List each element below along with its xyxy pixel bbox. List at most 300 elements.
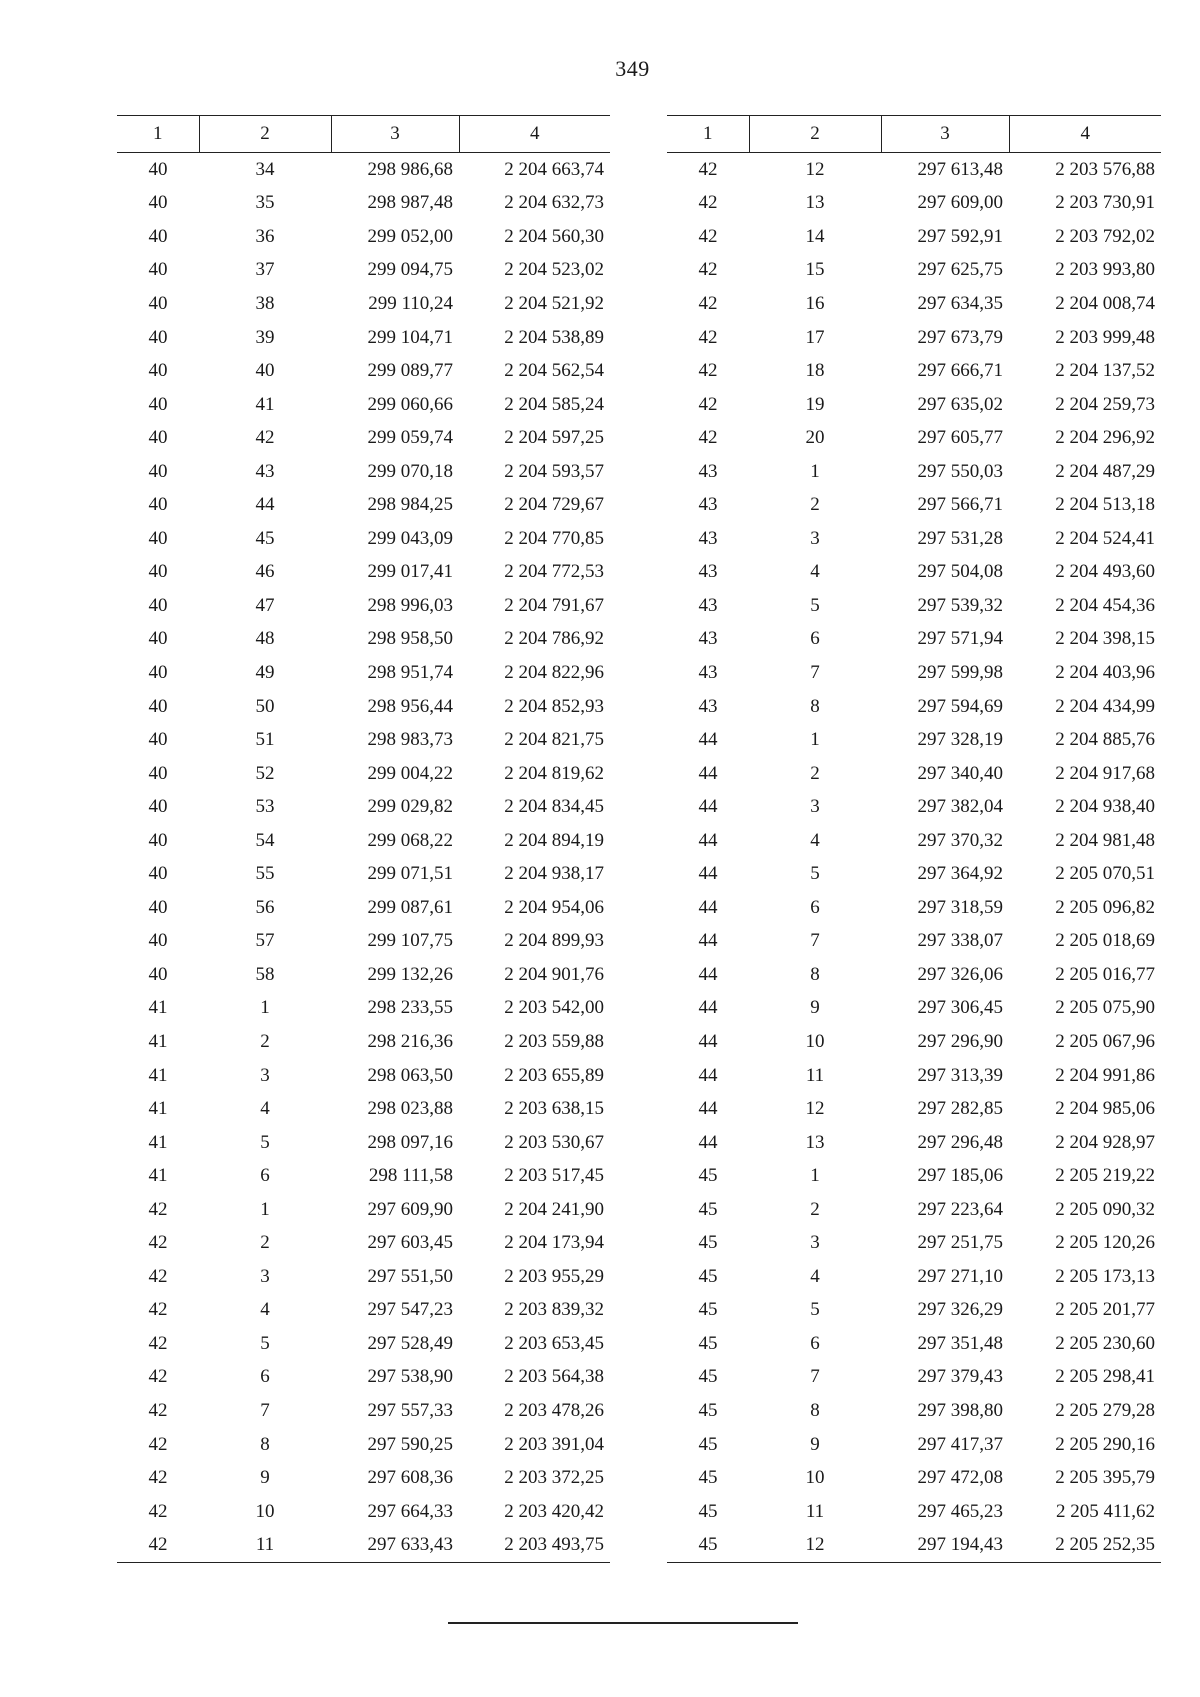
y-coordinate-cell: 2 205 075,90 [1055,997,1155,1019]
table-row [117,1260,610,1294]
x-coordinate-cell: 297 472,08 [917,1467,1003,1489]
y-coordinate-cell: 2 203 420,42 [504,1500,604,1522]
x-coordinate-cell: 297 666,71 [917,360,1003,382]
table-header-row [667,116,1161,153]
x-coordinate-cell: 298 996,03 [367,594,453,616]
contour-number-cell: 42 [698,393,718,415]
y-coordinate-cell: 2 204 137,52 [1055,360,1155,382]
table-row [117,254,610,288]
x-coordinate-cell: 299 029,82 [367,796,453,818]
x-coordinate-cell: 297 634,35 [917,292,1003,314]
y-coordinate-cell: 2 203 559,88 [504,1030,604,1052]
table-row [667,1461,1161,1495]
point-number-cell: 2 [260,1232,270,1254]
contour-number-cell: 40 [148,561,168,583]
table-row [667,623,1161,657]
table-row [667,153,1161,187]
table-row [117,1227,610,1261]
contour-number-cell: 40 [148,930,168,952]
contour-number-cell: 42 [698,360,718,382]
point-number-cell: 4 [810,1265,820,1287]
point-number-cell: 8 [260,1433,270,1455]
y-coordinate-cell: 2 205 395,79 [1055,1467,1155,1489]
y-coordinate-cell: 2 204 928,97 [1055,1131,1155,1153]
x-coordinate-cell: 298 023,88 [367,1098,453,1120]
point-number-cell: 1 [810,729,820,751]
y-coordinate-cell: 2 203 792,02 [1055,225,1155,247]
y-coordinate-cell: 2 203 530,67 [504,1131,604,1153]
contour-number-cell: 45 [667,1528,749,1562]
point-number-cell: 6 [810,1332,820,1354]
point-number-cell: 1 [260,1198,270,1220]
column-header-2: 2 [199,116,331,153]
x-coordinate-cell: 299 070,18 [367,460,453,482]
y-coordinate-cell: 2 203 372,25 [504,1467,604,1489]
contour-number-cell: 41 [148,1064,168,1086]
x-coordinate-cell: 298 951,74 [367,661,453,683]
x-coordinate-cell: 298 958,50 [367,628,453,650]
x-coordinate-cell: 299 110,24 [368,292,453,314]
point-number-cell: 35 [255,192,275,214]
point-number-cell: 10 [805,1467,825,1489]
table-row [117,757,610,791]
table-row [667,1059,1161,1093]
contour-number-cell: 45 [698,1366,718,1388]
table-row [117,958,610,992]
y-coordinate-cell: 2 203 542,00 [504,997,604,1019]
y-coordinate-cell: 2 204 513,18 [1055,494,1155,516]
table-row [117,455,610,489]
contour-number-cell: 40 [148,393,168,415]
x-coordinate-cell: 297 673,79 [917,326,1003,348]
table-row [117,488,610,522]
table-row [667,857,1161,891]
contour-number-cell: 42 [698,326,718,348]
point-number-cell: 3 [810,796,820,818]
column-header-2: 2 [749,116,881,153]
contour-number-cell: 44 [698,997,718,1019]
contour-number-cell: 40 [148,594,168,616]
point-number-cell: 53 [255,796,275,818]
column-header-1: 1 [667,116,749,153]
point-number-cell: 46 [255,561,275,583]
y-coordinate-cell: 2 205 411,62 [1055,1500,1155,1522]
contour-number-cell: 40 [148,762,168,784]
point-number-cell: 11 [199,1528,331,1562]
table-row [667,589,1161,623]
x-coordinate-cell: 299 104,71 [367,326,453,348]
table-row [667,421,1161,455]
y-coordinate-cell: 2 204 487,29 [1055,460,1155,482]
point-number-cell: 3 [260,1064,270,1086]
contour-number-cell: 40 [148,259,168,281]
table-row [117,589,610,623]
point-number-cell: 4 [810,561,820,583]
contour-number-cell: 40 [148,829,168,851]
table-header-row [117,116,610,153]
point-number-cell: 12 [805,1098,825,1120]
column-header-3: 3 [881,116,1009,153]
table-row [667,1126,1161,1160]
y-coordinate-cell: 2 205 298,41 [1055,1366,1155,1388]
x-coordinate-cell: 298 984,25 [367,494,453,516]
point-number-cell: 42 [255,427,275,449]
y-coordinate-cell: 2 204 523,02 [504,259,604,281]
point-number-cell: 55 [255,863,275,885]
y-coordinate-cell: 2 205 279,28 [1055,1400,1155,1421]
contour-number-cell: 44 [698,863,718,885]
table-row [117,1394,610,1428]
contour-number-cell: 41 [148,997,168,1019]
contour-number-cell: 42 [148,1265,168,1287]
contour-number-cell: 45 [698,1467,718,1489]
x-coordinate-cell: 297 328,19 [917,729,1003,751]
table-row [667,656,1161,690]
y-coordinate-cell: 2 204 173,94 [504,1232,604,1254]
table-body-left [117,153,610,1563]
point-number-cell: 6 [260,1366,270,1388]
contour-number-cell: 42 [148,1400,168,1421]
point-number-cell: 57 [255,930,275,952]
contour-number-cell: 43 [698,661,718,683]
table-row [117,925,610,959]
y-coordinate-cell: 2 205 090,32 [1055,1198,1155,1220]
point-number-cell: 13 [805,1131,825,1153]
coordinates-table-left [117,115,610,1563]
y-coordinate-cell: 2 203 993,80 [1055,259,1155,281]
contour-number-cell: 43 [698,628,718,650]
y-coordinate-cell: 2 204 632,73 [504,192,604,214]
table-row [667,1260,1161,1294]
point-number-cell: 12 [805,158,825,180]
contour-number-cell: 42 [698,158,718,180]
contour-number-cell: 42 [148,1299,168,1321]
table-row [667,690,1161,724]
contour-number-cell: 45 [698,1332,718,1354]
column-header-1: 1 [117,116,199,153]
y-coordinate-cell: 2 204 434,99 [1055,695,1155,717]
y-coordinate-cell: 2 203 638,15 [504,1098,604,1120]
y-coordinate-cell: 2 204 772,53 [504,561,604,583]
y-coordinate-cell: 2 205 290,16 [1055,1433,1155,1455]
x-coordinate-cell: 297 609,00 [917,192,1003,214]
x-coordinate-cell: 297 351,48 [917,1332,1003,1354]
y-coordinate-cell: 2 203 517,45 [504,1165,604,1187]
x-coordinate-cell: 299 132,26 [367,963,453,985]
contour-number-cell: 44 [698,1064,718,1086]
table-row [117,1361,610,1395]
y-coordinate-cell: 2 204 901,76 [504,963,604,985]
table-row [117,723,610,757]
x-coordinate-cell: 297 531,28 [917,527,1003,549]
table-row [667,187,1161,221]
contour-number-cell: 43 [698,561,718,583]
contour-number-cell: 44 [698,1098,718,1120]
point-number-cell: 2 [260,1030,270,1052]
x-coordinate-cell: 298 987,48 [367,192,453,214]
contour-number-cell: 42 [148,1467,168,1489]
point-number-cell: 11 [805,1500,825,1522]
point-number-cell: 7 [810,1366,820,1388]
x-coordinate-cell: 298 111,58 [368,1165,453,1187]
contour-number-cell: 40 [148,225,168,247]
table-row [117,1327,610,1361]
x-coordinate-cell: 299 017,41 [367,561,453,583]
x-coordinate-cell: 297 603,45 [367,1232,453,1254]
x-coordinate-cell: 298 233,55 [367,997,453,1019]
y-coordinate-cell: 2 205 018,69 [1055,930,1155,952]
x-coordinate-cell: 297 417,37 [917,1433,1003,1455]
table-row [117,1126,610,1160]
y-coordinate-cell: 2 205 219,22 [1055,1165,1155,1187]
contour-number-cell: 45 [698,1165,718,1187]
y-coordinate-cell: 2 204 894,19 [504,829,604,851]
table-row [117,656,610,690]
x-coordinate-cell: 297 633,43 [331,1528,459,1562]
point-number-cell: 50 [255,695,275,717]
x-coordinate-cell: 297 326,29 [917,1299,1003,1321]
point-number-cell: 52 [255,762,275,784]
x-coordinate-cell: 297 282,85 [917,1098,1003,1120]
table-row [117,1528,610,1562]
table-row [117,1059,610,1093]
point-number-cell: 41 [255,393,275,415]
table-row [117,1193,610,1227]
y-coordinate-cell: 2 204 493,60 [1055,561,1155,583]
table-row [117,1025,610,1059]
y-coordinate-cell: 2 204 834,45 [504,796,604,818]
point-number-cell: 40 [255,360,275,382]
contour-number-cell: 45 [698,1265,718,1287]
contour-number-cell: 44 [698,963,718,985]
point-number-cell: 51 [255,729,275,751]
point-number-cell: 49 [255,661,275,683]
y-coordinate-cell: 2 204 008,74 [1055,292,1155,314]
table-row [667,321,1161,355]
contour-number-cell: 45 [698,1400,718,1421]
contour-number-cell: 42 [148,1232,168,1254]
x-coordinate-cell: 297 590,25 [367,1433,453,1455]
y-coordinate-cell: 2 204 938,17 [504,863,604,885]
y-coordinate-cell: 2 204 663,74 [504,158,604,180]
x-coordinate-cell: 297 504,08 [917,561,1003,583]
point-number-cell: 1 [810,1165,820,1187]
y-coordinate-cell: 2 204 821,75 [504,729,604,751]
x-coordinate-cell: 299 052,00 [367,225,453,247]
contour-number-cell: 40 [148,326,168,348]
y-coordinate-cell: 2 205 252,35 [1009,1528,1161,1562]
contour-number-cell: 42 [698,259,718,281]
point-number-cell: 47 [255,594,275,616]
y-coordinate-cell: 2 204 917,68 [1055,762,1155,784]
y-coordinate-cell: 2 204 454,36 [1055,594,1155,616]
contour-number-cell: 42 [148,1433,168,1455]
contour-number-cell: 40 [148,729,168,751]
point-number-cell: 3 [810,527,820,549]
point-number-cell: 11 [805,1064,825,1086]
contour-number-cell: 44 [698,1131,718,1153]
point-number-cell: 5 [260,1332,270,1354]
table-row [667,1227,1161,1261]
contour-number-cell: 42 [148,1198,168,1220]
contour-number-cell: 41 [148,1030,168,1052]
table-row [667,287,1161,321]
x-coordinate-cell: 297 635,02 [917,393,1003,415]
x-coordinate-cell: 297 550,03 [917,460,1003,482]
point-number-cell: 2 [810,494,820,516]
contour-number-cell: 44 [698,762,718,784]
x-coordinate-cell: 297 538,90 [367,1366,453,1388]
table-row [117,824,610,858]
table-row [667,824,1161,858]
y-coordinate-cell: 2 204 985,06 [1055,1098,1155,1120]
point-number-cell: 1 [260,997,270,1019]
point-number-cell: 36 [255,225,275,247]
contour-number-cell: 42 [698,292,718,314]
y-coordinate-cell: 2 204 403,96 [1055,661,1155,683]
point-number-cell: 3 [810,1232,820,1254]
y-coordinate-cell: 2 205 096,82 [1055,896,1155,918]
contour-number-cell: 42 [117,1528,199,1562]
column-header-4: 4 [459,116,610,153]
table-row [667,1495,1161,1529]
contour-number-cell: 40 [148,863,168,885]
table-row [117,220,610,254]
table-row [117,857,610,891]
point-number-cell: 58 [255,963,275,985]
x-coordinate-cell: 297 551,50 [367,1265,453,1287]
x-coordinate-cell: 299 087,61 [367,896,453,918]
x-coordinate-cell: 297 370,32 [917,829,1003,851]
table-row [117,992,610,1026]
contour-number-cell: 40 [148,963,168,985]
contour-number-cell: 43 [698,695,718,717]
x-coordinate-cell: 297 547,23 [367,1299,453,1321]
table-row [117,1461,610,1495]
point-number-cell: 13 [805,192,825,214]
x-coordinate-cell: 297 613,48 [917,158,1003,180]
contour-number-cell: 43 [698,527,718,549]
contour-number-cell: 44 [698,796,718,818]
point-number-cell: 7 [810,661,820,683]
contour-number-cell: 40 [148,292,168,314]
y-coordinate-cell: 2 204 562,54 [504,360,604,382]
y-coordinate-cell: 2 204 991,86 [1055,1064,1155,1086]
y-coordinate-cell: 2 204 521,92 [504,292,604,314]
y-coordinate-cell: 2 203 999,48 [1055,326,1155,348]
x-coordinate-cell: 297 318,59 [917,896,1003,918]
x-coordinate-cell: 297 379,43 [917,1366,1003,1388]
table-row [667,254,1161,288]
x-coordinate-cell: 297 625,75 [917,259,1003,281]
contour-number-cell: 40 [148,494,168,516]
y-coordinate-cell: 2 204 524,41 [1055,527,1155,549]
contour-number-cell: 41 [148,1165,168,1187]
contour-number-cell: 40 [148,661,168,683]
x-coordinate-cell: 297 223,64 [917,1198,1003,1220]
contour-number-cell: 44 [698,829,718,851]
x-coordinate-cell: 297 340,40 [917,762,1003,784]
y-coordinate-cell: 2 204 585,24 [504,393,604,415]
x-coordinate-cell: 298 956,44 [367,695,453,717]
x-coordinate-cell: 297 599,98 [917,661,1003,683]
x-coordinate-cell: 297 557,33 [367,1400,453,1421]
point-number-cell: 1 [810,460,820,482]
table-row [117,522,610,556]
contour-number-cell: 45 [698,1299,718,1321]
point-number-cell: 5 [810,1299,820,1321]
y-coordinate-cell: 2 205 070,51 [1055,863,1155,885]
x-coordinate-cell: 299 059,74 [367,427,453,449]
point-number-cell: 4 [810,829,820,851]
table-row [667,522,1161,556]
x-coordinate-cell: 297 313,39 [917,1064,1003,1086]
x-coordinate-cell: 297 566,71 [917,494,1003,516]
contour-number-cell: 40 [148,158,168,180]
x-coordinate-cell: 299 089,77 [367,360,453,382]
table-row [117,153,610,187]
x-coordinate-cell: 299 060,66 [367,393,453,415]
table-row [667,354,1161,388]
y-coordinate-cell: 2 203 655,89 [504,1064,604,1086]
contour-number-cell: 42 [148,1332,168,1354]
table-row [667,1294,1161,1328]
y-coordinate-cell: 2 204 852,93 [504,695,604,717]
table-row [117,354,610,388]
x-coordinate-cell: 299 107,75 [367,930,453,952]
table-row [667,1159,1161,1193]
table-row [667,1092,1161,1126]
table-row [667,723,1161,757]
point-number-cell: 8 [810,695,820,717]
point-number-cell: 38 [255,292,275,314]
point-number-cell: 4 [260,1098,270,1120]
point-number-cell: 7 [260,1400,270,1421]
contour-number-cell: 42 [698,192,718,214]
contour-number-cell: 40 [148,896,168,918]
y-coordinate-cell: 2 205 201,77 [1055,1299,1155,1321]
contour-number-cell: 45 [698,1198,718,1220]
y-coordinate-cell: 2 204 786,92 [504,628,604,650]
point-number-cell: 3 [260,1265,270,1287]
x-coordinate-cell: 297 194,43 [881,1528,1009,1562]
table-row [117,623,610,657]
point-number-cell: 39 [255,326,275,348]
point-number-cell: 10 [255,1500,275,1522]
x-coordinate-cell: 298 063,50 [367,1064,453,1086]
y-coordinate-cell: 2 204 259,73 [1055,393,1155,415]
x-coordinate-cell: 299 004,22 [367,762,453,784]
coordinates-table-right [667,115,1161,1563]
y-coordinate-cell: 2 203 564,38 [504,1366,604,1388]
contour-number-cell: 41 [148,1131,168,1153]
table-row [667,488,1161,522]
y-coordinate-cell: 2 204 538,89 [504,326,604,348]
x-coordinate-cell: 297 465,23 [917,1500,1003,1522]
x-coordinate-cell: 297 296,90 [917,1030,1003,1052]
table-row [667,1428,1161,1462]
x-coordinate-cell: 297 594,69 [917,695,1003,717]
contour-number-cell: 40 [148,527,168,549]
x-coordinate-cell: 297 398,80 [917,1400,1003,1421]
point-number-cell: 5 [260,1131,270,1153]
y-coordinate-cell: 2 203 478,26 [504,1400,604,1421]
y-coordinate-cell: 2 204 296,92 [1055,427,1155,449]
contour-number-cell: 44 [698,896,718,918]
x-coordinate-cell: 299 068,22 [367,829,453,851]
point-number-cell: 56 [255,896,275,918]
y-coordinate-cell: 2 203 576,88 [1055,158,1155,180]
